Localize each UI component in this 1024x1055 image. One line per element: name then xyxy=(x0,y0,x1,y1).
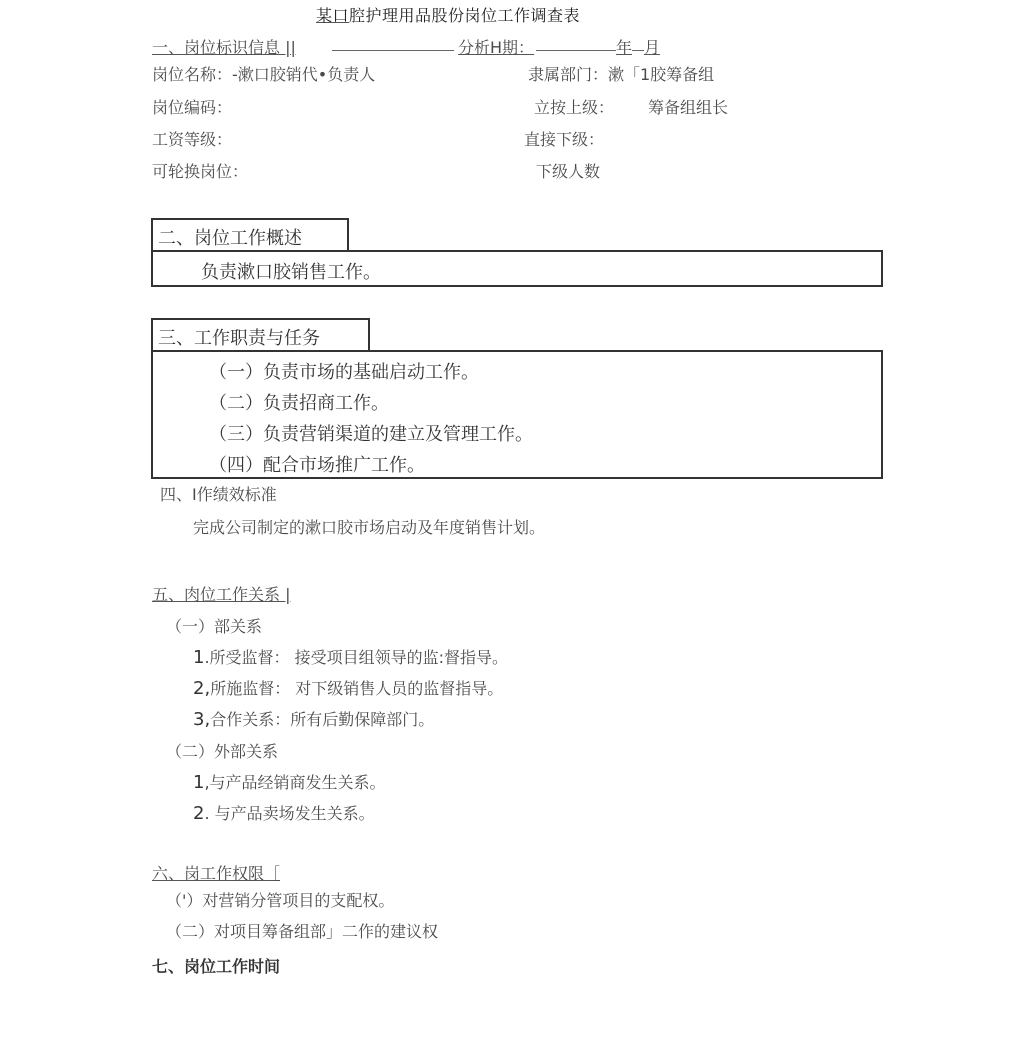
section2-content: 负责漱口胶销售工作。 xyxy=(201,262,381,283)
section2-heading: 二、岗位工作概述 xyxy=(158,228,302,249)
subordinate-count-field: 下级人数 xyxy=(536,162,601,181)
section5-heading: 五、肉位工作关系 | xyxy=(152,585,291,604)
section1-heading: 一、岗位标识信息 || xyxy=(152,38,296,57)
job-code-field: 岗位编码： xyxy=(152,98,233,117)
section2-heading-box xyxy=(151,218,349,252)
section4-content: 完成公司制定的漱口胶市场启动及年度销售计划。 xyxy=(193,518,546,537)
direct-superior-value: 筹备组组长 xyxy=(648,98,729,117)
duty-item: （一）负责市场的基础启动工作。 xyxy=(209,362,479,383)
date-blank-line xyxy=(332,50,454,51)
section4-heading: 四、I作绩效标准 xyxy=(160,485,277,504)
title-prefix: 某口 xyxy=(316,6,350,25)
year-label: 年 xyxy=(616,38,633,57)
duty-item: （二）负责招商工作。 xyxy=(209,393,389,414)
date-blank-line-2 xyxy=(536,50,616,51)
duty-item: （三）负责营销渠道的建立及管理工作。 xyxy=(209,424,533,445)
section3-heading-box xyxy=(151,318,370,352)
internal-relation-item: 3,合作关系：所有后勤保障部门。 xyxy=(193,709,435,730)
external-relation-item: 2. 与产品卖场发生关系。 xyxy=(193,803,375,824)
month-label: 月 xyxy=(644,38,661,57)
date-blank-line-3 xyxy=(632,50,644,51)
section2-content-box xyxy=(151,250,883,287)
duty-item: （四）配合市场推广工作。 xyxy=(209,455,425,476)
internal-relation-item: 2,所施监督： 对下级销售人员的监督指导。 xyxy=(193,678,504,699)
job-name-field: 岗位名称：-漱口胶销代•负责人 xyxy=(152,65,376,84)
direct-superior-label: 立按上级： xyxy=(534,98,615,117)
document-title xyxy=(316,3,580,26)
internal-relations-heading: （一）部关系 xyxy=(166,617,263,636)
authority-item: （二）对项目筹备组部」二作的建议权 xyxy=(166,922,439,941)
salary-grade-field: 工资等级： xyxy=(152,130,233,149)
section7-heading: 七、岗位工作时间 xyxy=(152,957,281,976)
direct-subordinate-field: 直接下级： xyxy=(524,130,605,149)
section6-heading: 六、岗工作权限［ xyxy=(152,864,281,883)
internal-relation-item: 1.所受监督： 接受项目组领导的监:督指导。 xyxy=(193,647,509,668)
analysis-date-label: 分析H期： xyxy=(458,38,535,57)
section3-content-box xyxy=(151,350,883,479)
department-field: 隶属部门：漱「1胶筹备组 xyxy=(528,65,715,84)
external-relation-item: 1,与产品经销商发生关系。 xyxy=(193,772,386,793)
authority-item: （'）对营销分管项目的支配权。 xyxy=(166,891,395,910)
section3-heading: 三、工作职责与任务 xyxy=(158,328,320,349)
title-rest: 腔护理用品股份岗位工作调查表 xyxy=(349,6,581,25)
external-relations-heading: （二）外部关系 xyxy=(166,742,279,761)
rotation-position-field: 可轮换岗位： xyxy=(152,162,249,181)
